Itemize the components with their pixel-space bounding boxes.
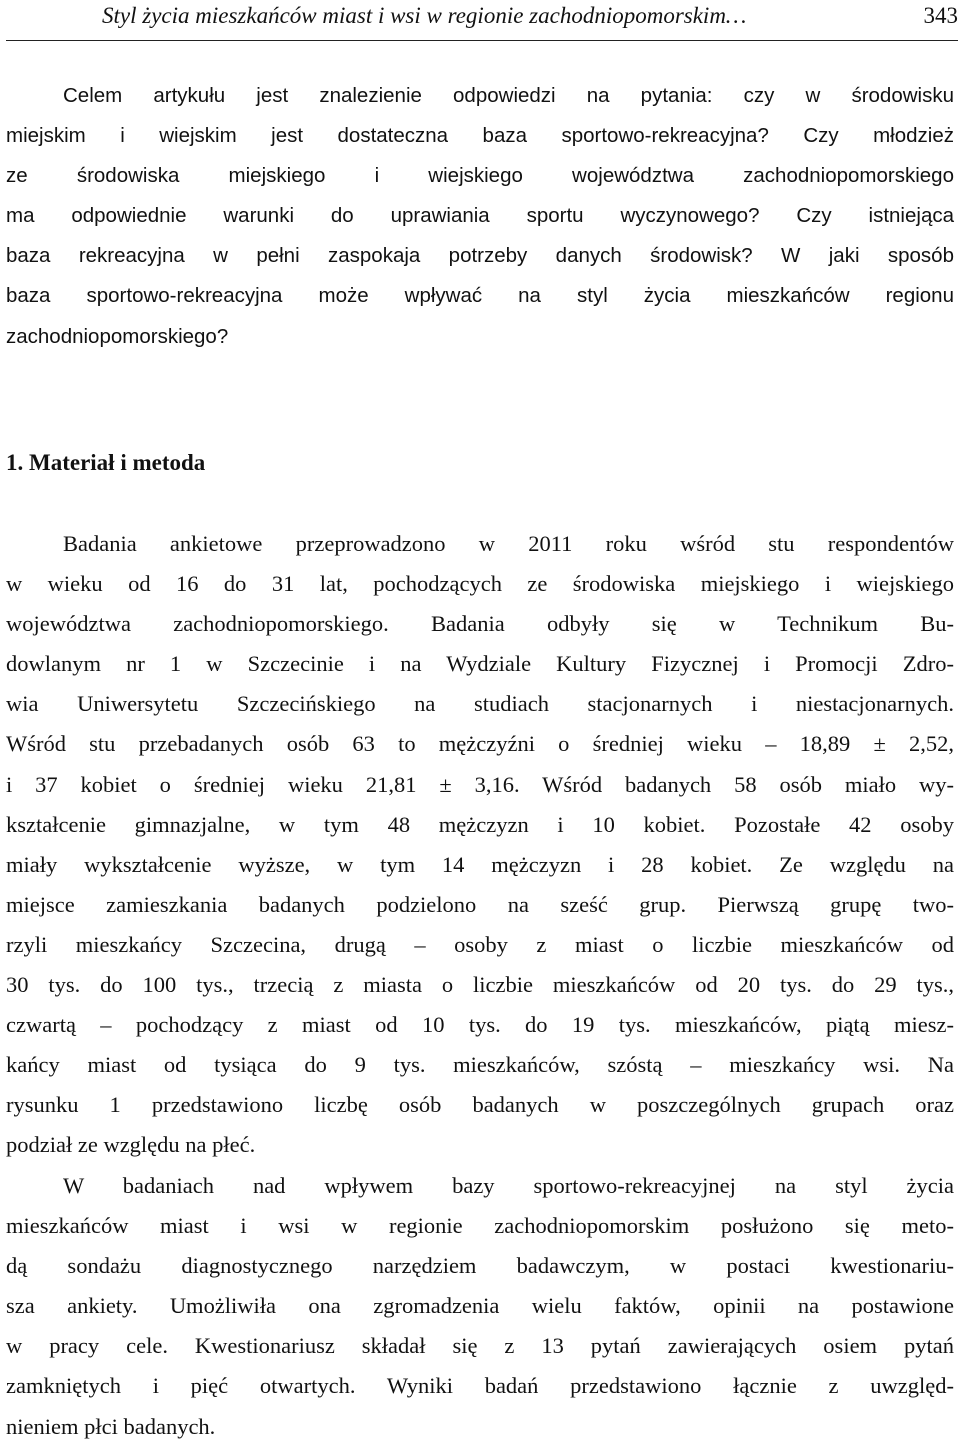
intro-line: baza rekreacyjna w pełni zaspokaja potrzeby danych środowisk? W jaki sposób <box>6 244 954 268</box>
method-line: 30 tys. do 100 tys., trzecią z miasta o liczbie mieszkańców od 20 tys. do 29 tys., <box>6 972 954 998</box>
research-tool-paragraph <box>6 1166 954 1447</box>
tool-line: nieniem płci badanych. <box>6 1413 216 1439</box>
intro-line: ma odpowiednie warunki do uprawiania sportu wyczynowego? Czy istniejąca <box>6 204 954 228</box>
tool-line: w pracy cele. Kwestionariusz składał się z 13 pytań zawierających osiem pytań <box>6 1333 954 1359</box>
running-header <box>102 0 958 34</box>
method-line: kształcenie gimnazjalne, w tym 48 mężczyzn i 10 kobiet. Pozostałe 42 osoby <box>6 811 954 837</box>
document-page <box>6 0 956 1450</box>
method-line: Wśród stu przebadanych osób 63 to mężczyźni o średniej wieku – 18,89 ± 2,52, <box>6 731 954 757</box>
header-rule <box>6 40 958 41</box>
intro-line: baza sportowo-rekreacyjna może wpływać na styl życia mieszkańców regionu <box>6 284 954 308</box>
intro-line: miejskim i wiejskim jest dostateczna baza sportowo-rekreacyjna? Czy młodzież <box>6 124 954 148</box>
tool-line: W badaniach nad wpływem bazy sportowo-rekreacyjnej na styl życia <box>63 1173 954 1198</box>
method-line: rzyli mieszkańcy Szczecina, drugą – osoby z miast o liczbie mieszkańców od <box>6 931 954 957</box>
tool-line: mieszkańców miast i wsi w regionie zachodniopomorskim posłużono się meto- <box>6 1213 954 1239</box>
method-line: dowlanym nr 1 w Szczecinie i na Wydziale Kultury Fizycznej i Promocji Zdro- <box>6 651 954 677</box>
method-line: czwartą – pochodzący z miast od 10 tys. do 19 tys. mieszkańców, piątą miesz- <box>6 1012 954 1038</box>
tool-line: zamkniętych i pięć otwartych. Wyniki badań przedstawiono łącznie z uwzględ- <box>6 1373 954 1399</box>
method-line: w wieku od 16 do 31 lat, pochodzących ze środowiska miejskiego i wiejskiego <box>6 571 954 597</box>
method-line: województwa zachodniopomorskiego. Badania odbyły się w Technikum Bu- <box>6 611 954 637</box>
method-line: podział ze względu na płeć. <box>6 1132 256 1158</box>
method-line: Badania ankietowe przeprowadzono w 2011 roku wśród stu respondentów <box>63 531 954 556</box>
intro-line: Celem artykułu jest znalezienie odpowiedzi na pytania: czy w środowisku <box>63 84 954 107</box>
intro-line: zachodniopomorskiego? <box>6 324 229 348</box>
method-paragraph <box>6 524 954 1166</box>
intro-line: ze środowiska miejskiego i wiejskiego województwa zachodniopomorskiego <box>6 164 954 188</box>
method-line: rysunku 1 przedstawiono liczbę osób badanych w poszczególnych grupach oraz <box>6 1092 954 1118</box>
running-title: Styl życia mieszkańców miast i wsi w regionie zachodniopomorskim… <box>102 3 747 28</box>
page-number: 343 <box>923 3 958 28</box>
method-line: miejsce zamieszkania badanych podzielono na sześć grup. Pierwszą grupę two- <box>6 891 954 917</box>
method-line: miały wykształcenie wyższe, w tym 14 mężczyzn i 28 kobiet. Ze względu na <box>6 851 954 877</box>
method-line: kańcy miast od tysiąca do 9 tys. mieszkańców, szóstą – mieszkańcy wsi. Na <box>6 1052 954 1078</box>
tool-line: dą sondażu diagnostycznego narzędziem badawczym, w postaci kwestionariu- <box>6 1253 954 1279</box>
intro-paragraph <box>6 76 954 357</box>
method-line: wia Uniwersytetu Szczecińskiego na studiach stacjonarnych i niestacjonarnych. <box>6 691 954 717</box>
tool-line: sza ankiety. Umożliwiła ona zgromadzenia wielu faktów, opinii na postawione <box>6 1293 954 1319</box>
section-heading: 1. Materiał i metoda <box>6 450 206 475</box>
method-line: i 37 kobiet o średniej wieku 21,81 ± 3,16. Wśród badanych 58 osób miało wy- <box>6 771 954 797</box>
